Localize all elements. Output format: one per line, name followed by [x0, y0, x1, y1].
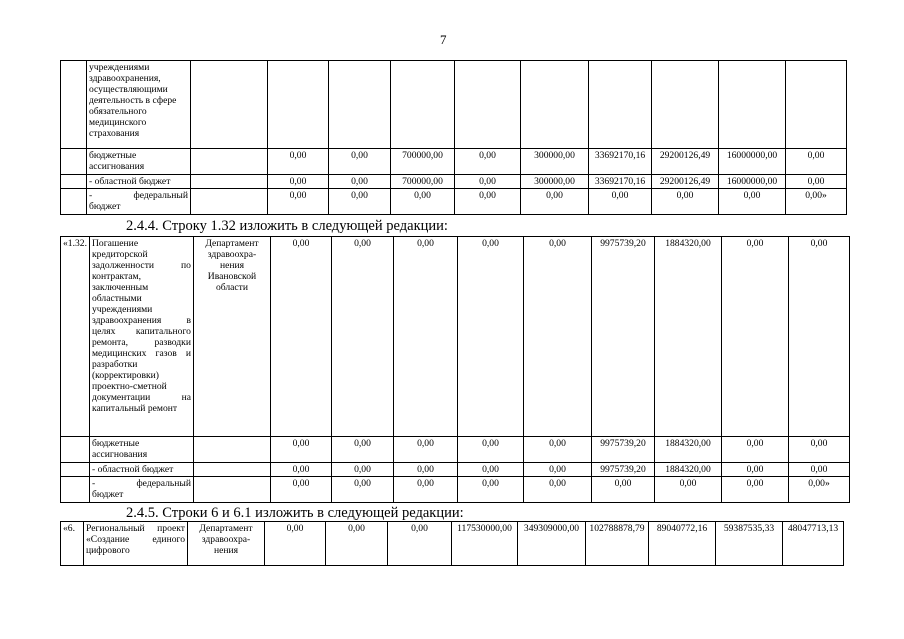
value-cell: 1884320,00 [654, 463, 721, 477]
row-number-cell [61, 175, 87, 189]
value-cell: 33692170,16 [589, 149, 652, 175]
value-cell: 29200126,49 [652, 175, 719, 189]
value-cell: 0,00» [786, 189, 847, 215]
value-cell: 700000,00 [391, 149, 455, 175]
value-cell: 0,00 [457, 463, 523, 477]
row-name-cell: - областной бюджет [89, 463, 193, 477]
value-cell: 0,00 [788, 437, 849, 463]
executor-cell [193, 437, 270, 463]
value-cell: 0,00 [521, 189, 589, 215]
page-number: 7 [440, 32, 447, 47]
value-cell: 0,00 [523, 437, 591, 463]
row-name-cell: Погашение кредиторской задолженности по контрактам, заключенным областными учреждениями здравоохранения в целях капитального ремонта, разводки медицинских газов и разработки (корректировки) проектно-сметной документации на капитальный ремонт [89, 237, 193, 437]
value-cell: 48047713,13 [783, 522, 844, 566]
value-cell: 0,00 [388, 522, 452, 566]
row-name-cell: учреждениями здравоохранения, осуществляющими деятельность в сфере обязательного медицинского страхования [87, 61, 191, 149]
table-row [61, 477, 850, 503]
value-cell: 349309000,00 [518, 522, 586, 566]
empty-cell [652, 61, 719, 149]
value-cell: 0,00 [393, 463, 457, 477]
value-cell: 0,00 [788, 237, 849, 437]
value-cell: 89040772,16 [649, 522, 716, 566]
value-cell: 0,00 [786, 149, 847, 175]
value-cell: 102788878,79 [586, 522, 649, 566]
table-row [61, 522, 844, 566]
value-cell: 0,00 [523, 477, 591, 503]
value-cell: 16000000,00 [719, 175, 786, 189]
value-cell: 16000000,00 [719, 149, 786, 175]
executor-cell [191, 189, 268, 215]
value-cell: 0,00 [265, 522, 326, 566]
budget-table-continuation [60, 60, 847, 215]
value-cell: 0,00 [523, 463, 591, 477]
table-row [61, 437, 850, 463]
executor-cell [193, 477, 270, 503]
budget-table-row-6 [60, 521, 844, 566]
executor-cell [191, 175, 268, 189]
value-cell: 0,00 [455, 189, 521, 215]
value-cell: 0,00 [455, 175, 521, 189]
empty-cell [786, 61, 847, 149]
value-cell: 0,00» [788, 477, 849, 503]
row-number-cell [61, 61, 87, 149]
value-cell: 0,00 [391, 189, 455, 215]
value-cell: 0,00 [331, 237, 393, 437]
table-row [61, 61, 847, 149]
row-name-cell: - федеральный бюджет [89, 477, 193, 503]
empty-cell [589, 61, 652, 149]
budget-table-row-1-32 [60, 236, 850, 503]
value-cell: 33692170,16 [589, 175, 652, 189]
value-cell: 0,00 [393, 477, 457, 503]
value-cell: 0,00 [457, 237, 523, 437]
value-cell: 0,00 [268, 175, 329, 189]
value-cell: 0,00 [393, 237, 457, 437]
value-cell: 9975739,20 [591, 463, 654, 477]
value-cell: 0,00 [457, 437, 523, 463]
executor-cell [191, 149, 268, 175]
value-cell: 0,00 [654, 477, 721, 503]
value-cell: 0,00 [329, 149, 391, 175]
value-cell: 0,00 [457, 477, 523, 503]
row-number-cell: «1.32. [61, 237, 90, 437]
value-cell: 700000,00 [391, 175, 455, 189]
row-number-cell: «6. [61, 522, 84, 566]
value-cell: 0,00 [393, 437, 457, 463]
empty-cell [719, 61, 786, 149]
executor-cell [191, 61, 268, 149]
value-cell: 0,00 [721, 237, 788, 437]
value-cell: 0,00 [270, 463, 331, 477]
value-cell: 0,00 [326, 522, 388, 566]
value-cell: 0,00 [721, 463, 788, 477]
table-row [61, 149, 847, 175]
row-name-cell: бюджетные ассигнования [87, 149, 191, 175]
value-cell: 300000,00 [521, 149, 589, 175]
row-number-cell [61, 149, 87, 175]
table-row [61, 463, 850, 477]
executor-cell [193, 463, 270, 477]
row-name-cell: Региональный проект «Создание единого цифрового [84, 522, 188, 566]
value-cell: 1884320,00 [654, 437, 721, 463]
row-name-cell: - областной бюджет [87, 175, 191, 189]
row-number-cell [61, 189, 87, 215]
value-cell: 0,00 [331, 477, 393, 503]
row-name-cell: бюджетные ассигнования [89, 437, 193, 463]
value-cell: 0,00 [786, 175, 847, 189]
value-cell: 0,00 [268, 189, 329, 215]
value-cell: 0,00 [523, 237, 591, 437]
empty-cell [268, 61, 329, 149]
table-row [61, 237, 850, 437]
empty-cell [391, 61, 455, 149]
value-cell: 0,00 [719, 189, 786, 215]
row-number-cell [61, 437, 90, 463]
empty-cell [329, 61, 391, 149]
value-cell: 0,00 [268, 149, 329, 175]
executor-cell: Департамент здравоохра-нения [188, 522, 265, 566]
section-heading: 2.4.5. Строки 6 и 6.1 изложить в следующей редакции: [126, 505, 464, 521]
value-cell: 0,00 [788, 463, 849, 477]
value-cell: 0,00 [455, 149, 521, 175]
value-cell: 0,00 [721, 437, 788, 463]
table-row [61, 189, 847, 215]
value-cell: 9975739,20 [591, 237, 654, 437]
value-cell: 117530000,00 [452, 522, 518, 566]
empty-cell [521, 61, 589, 149]
value-cell: 0,00 [652, 189, 719, 215]
value-cell: 0,00 [270, 477, 331, 503]
value-cell: 0,00 [591, 477, 654, 503]
value-cell: 300000,00 [521, 175, 589, 189]
value-cell: 0,00 [331, 437, 393, 463]
value-cell: 1884320,00 [654, 237, 721, 437]
row-name-cell: - федеральный бюджет [87, 189, 191, 215]
value-cell: 0,00 [331, 463, 393, 477]
value-cell: 59387535,33 [716, 522, 783, 566]
row-number-cell [61, 477, 90, 503]
value-cell: 0,00 [329, 189, 391, 215]
value-cell: 0,00 [721, 477, 788, 503]
value-cell: 0,00 [329, 175, 391, 189]
executor-cell: Департамент здравоохра-нения Ивановской области [193, 237, 270, 437]
section-heading: 2.4.4. Строку 1.32 изложить в следующей редакции: [126, 218, 448, 234]
value-cell: 0,00 [589, 189, 652, 215]
row-number-cell [61, 463, 90, 477]
value-cell: 9975739,20 [591, 437, 654, 463]
value-cell: 0,00 [270, 237, 331, 437]
table-row [61, 175, 847, 189]
value-cell: 0,00 [270, 437, 331, 463]
value-cell: 29200126,49 [652, 149, 719, 175]
empty-cell [455, 61, 521, 149]
